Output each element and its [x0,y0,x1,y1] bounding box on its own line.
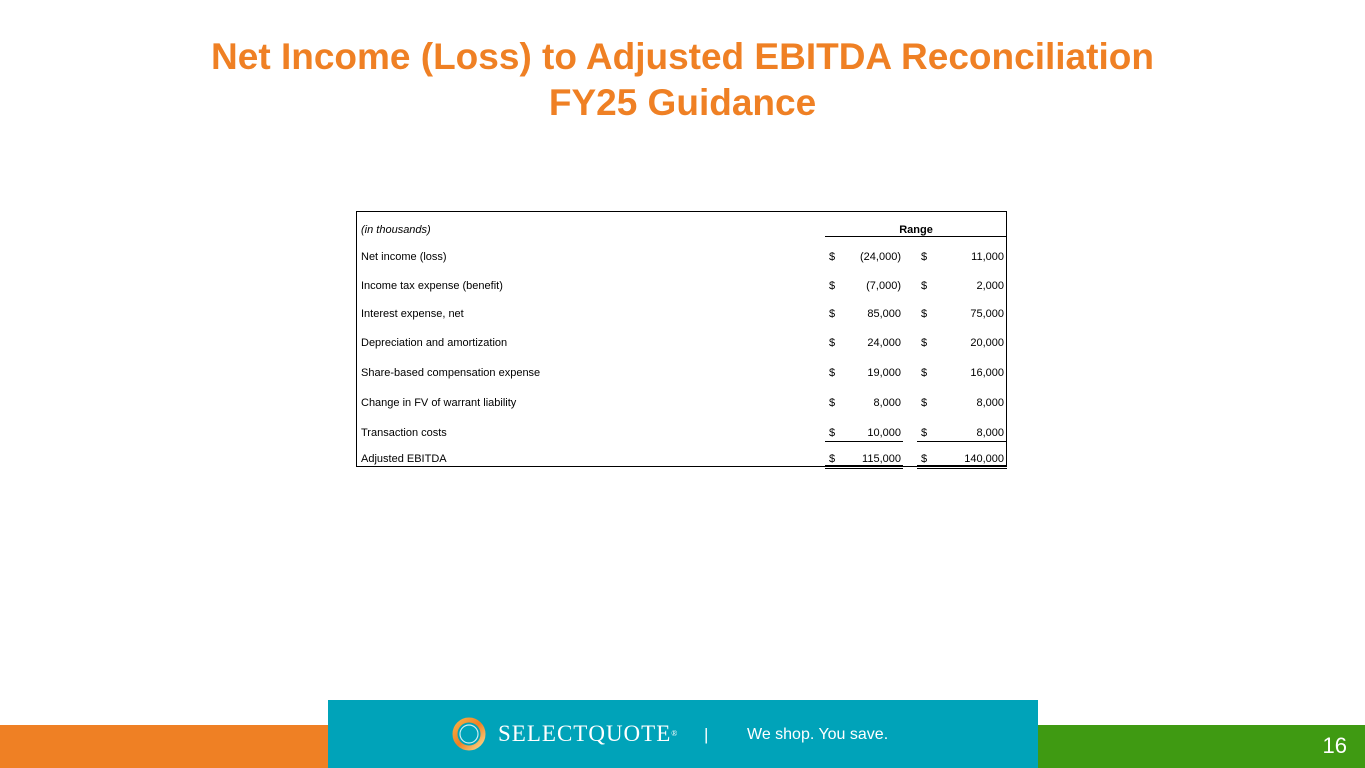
title-line-2: FY25 Guidance [548,82,817,123]
value-low: (24,000) [860,251,901,263]
currency-high: $ [921,453,928,465]
value-low: 8,000 [873,397,901,409]
currency-low: $ [829,251,836,263]
total-label: Adjusted EBITDA [361,453,447,465]
footer-green-band [1038,725,1365,768]
row-label: Share-based compensation expense [361,367,541,379]
row-label: Net income (loss) [361,251,447,263]
table-row [357,305,1008,323]
value-low: 19,000 [867,367,901,379]
value-high: 75,000 [970,308,1004,320]
subtotal-underline-high [917,441,1007,442]
total-double-underline-high [917,465,1007,469]
currency-high: $ [921,251,928,263]
currency-low: $ [829,453,836,465]
currency-high: $ [921,397,928,409]
currency-low: $ [829,308,836,320]
slide-title [0,34,1365,126]
range-underline [825,236,1007,237]
currency-low: $ [829,397,836,409]
selectquote-logo-icon [452,717,486,751]
row-label: Change in FV of warrant liability [361,397,517,409]
range-header: Range [899,224,933,236]
footer-brand-bar [328,700,1038,768]
page-number: 16 [1322,733,1347,758]
value-high: 2,000 [976,280,1004,292]
reconciliation-table [356,211,1007,467]
table-row [357,364,1008,382]
trademark-mark: ® [671,729,679,738]
tagline: We shop. You save. [747,726,889,743]
currency-high: $ [921,280,928,292]
table-row [357,424,1008,442]
table-row [357,248,1008,266]
value-low: 85,000 [867,308,901,320]
row-label: Interest expense, net [361,308,464,320]
brand-name: SELECTQUOTE [498,721,672,746]
currency-high: $ [921,308,928,320]
value-high: 20,000 [970,337,1004,349]
row-label: Depreciation and amortization [361,337,508,349]
currency-low: $ [829,367,836,379]
footer-orange-band [0,725,328,768]
units-label: (in thousands) [361,224,431,236]
value-high: 16,000 [970,367,1004,379]
brand-wordmark [498,720,678,748]
subtotal-underline-low [825,441,903,442]
total-value-high: 140,000 [964,453,1004,465]
currency-high: $ [921,337,928,349]
row-label: Income tax expense (benefit) [361,280,503,292]
value-low: 24,000 [867,337,901,349]
value-low: 10,000 [867,427,901,439]
total-double-underline-low [825,465,903,469]
title-line-1: Net Income (Loss) to Adjusted EBITDA Reconciliation [211,36,1154,77]
currency-low: $ [829,427,836,439]
value-low: (7,000) [866,280,901,292]
table-row [357,334,1008,352]
total-value-low: 115,000 [862,453,901,465]
footer-separator: | [704,725,709,744]
value-high: 8,000 [976,397,1004,409]
table-row [357,394,1008,412]
currency-high: $ [921,367,928,379]
currency-low: $ [829,280,836,292]
row-label: Transaction costs [361,427,447,439]
value-high: 8,000 [976,427,1004,439]
table-total-row [357,450,1008,468]
value-high: 11,000 [971,251,1004,263]
currency-high: $ [921,427,928,439]
table-row [357,277,1008,295]
currency-low: $ [829,337,836,349]
